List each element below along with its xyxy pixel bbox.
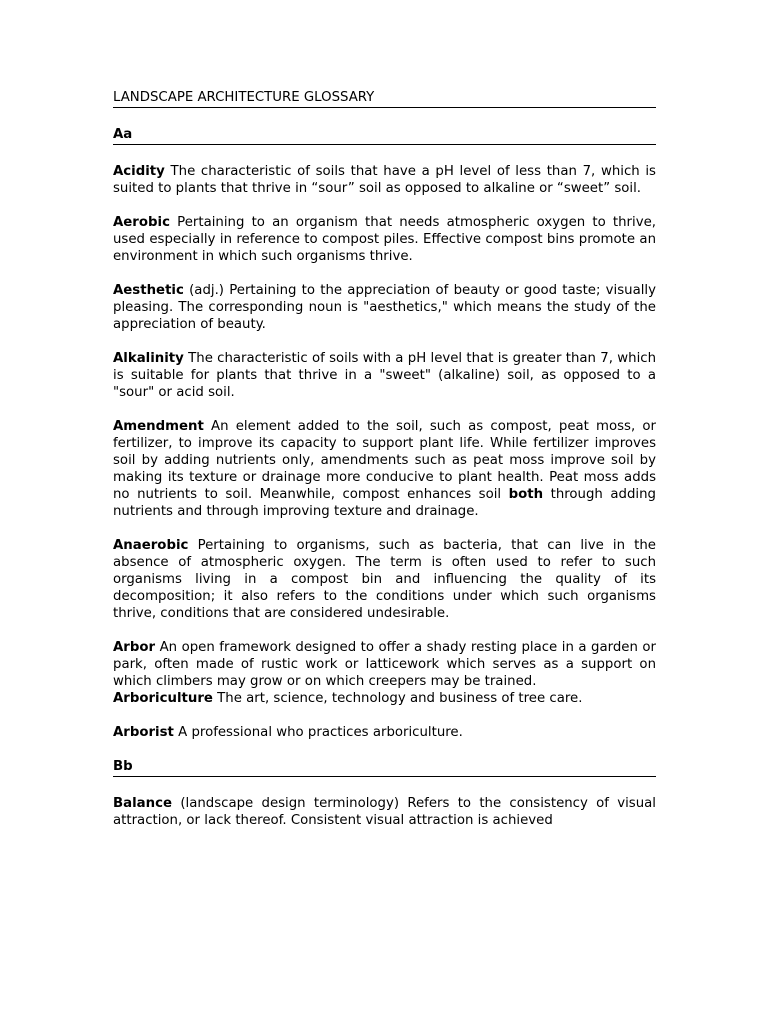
- entry-definition: The characteristic of soils that have a pH level of less than 7, which is suited to plants that thrive in “sour” soil as opposed to alkaline or “sweet” soil.: [113, 164, 656, 196]
- entry-alkalinity: [113, 350, 656, 401]
- section-heading-b: Bb: [113, 758, 656, 777]
- entry-definition: Pertaining to organisms, such as bacteria, that can live in the absence of atmospheric oxygen. The term is often used to refer to such organisms living in a compost bin and influencing the quality of its decomposition; it also refers to the conditions under which such organisms thrive, conditions that are considered undesirable.: [113, 538, 656, 621]
- entry-definition: (landscape design terminology) Refers to the consistency of visual attraction, or lack thereof. Consistent visual attraction is achieved: [113, 796, 657, 828]
- entry-term: Aesthetic: [113, 283, 184, 298]
- entry-amendment: [113, 418, 656, 520]
- entry-term: Anaerobic: [113, 538, 189, 553]
- entry-definition: An element added to the soil, such as compost, peat moss, or fertilizer, to improve its capacity to support plant life. While fertilizer improves soil by adding nutrients only, amendments such as peat moss improve soil by making its texture or drainage more conducive to plant health. Peat moss adds no nutrients to soil. Meanwhile, compost enhances soil: [113, 419, 656, 502]
- section-heading-a: Aa: [113, 126, 656, 145]
- entry-term: Balance: [113, 796, 173, 811]
- entry-anaerobic: [113, 537, 656, 622]
- entry-definition: Pertaining to an organism that needs atmospheric oxygen to thrive, used especially in reference to compost piles. Effective compost bins promote an environment in which such organisms thrive.: [113, 215, 656, 264]
- entry-acidity: [113, 163, 656, 197]
- entry-definition: (adj.) Pertaining to the appreciation of beauty or good taste; visually pleasing. The corresponding noun is "aesthetics," which means the study of the appreciation of beauty.: [113, 283, 657, 332]
- entry-emphasis: both: [508, 487, 544, 502]
- entry-definition: The art, science, technology and business of tree care.: [217, 691, 583, 706]
- entry-definition: The characteristic of soils with a pH level that is greater than 7, which is suitable for plants that thrive in a "sweet" (alkaline) soil, as opposed to a "sour" or acid soil.: [113, 351, 656, 400]
- entry-term: Arbor: [113, 640, 156, 655]
- entry-aerobic: [113, 214, 656, 265]
- entry-arboriculture: [113, 690, 656, 707]
- entry-definition: A professional who practices arboriculture.: [178, 725, 463, 740]
- entry-definition: An open framework designed to offer a shady resting place in a garden or park, often made of rustic work or latticework which serves as a support on which climbers may grow or on which creepers may be trained.: [113, 640, 656, 689]
- glossary-page: [113, 89, 656, 829]
- entry-arborist: [113, 724, 656, 741]
- entry-term: Acidity: [113, 164, 165, 179]
- entry-term: Arboriculture: [113, 691, 213, 706]
- entry-term: Aerobic: [113, 215, 170, 230]
- entry-term: Alkalinity: [113, 351, 184, 366]
- entry-arbor: [113, 639, 656, 690]
- entry-aesthetic: [113, 282, 656, 333]
- entry-balance: [113, 795, 656, 829]
- entry-term: Amendment: [113, 419, 204, 434]
- entry-definition-continued: through adding nutrients and through improving texture and drainage.: [113, 487, 656, 519]
- entry-term: Arborist: [113, 725, 174, 740]
- document-title: LANDSCAPE ARCHITECTURE GLOSSARY: [113, 89, 656, 108]
